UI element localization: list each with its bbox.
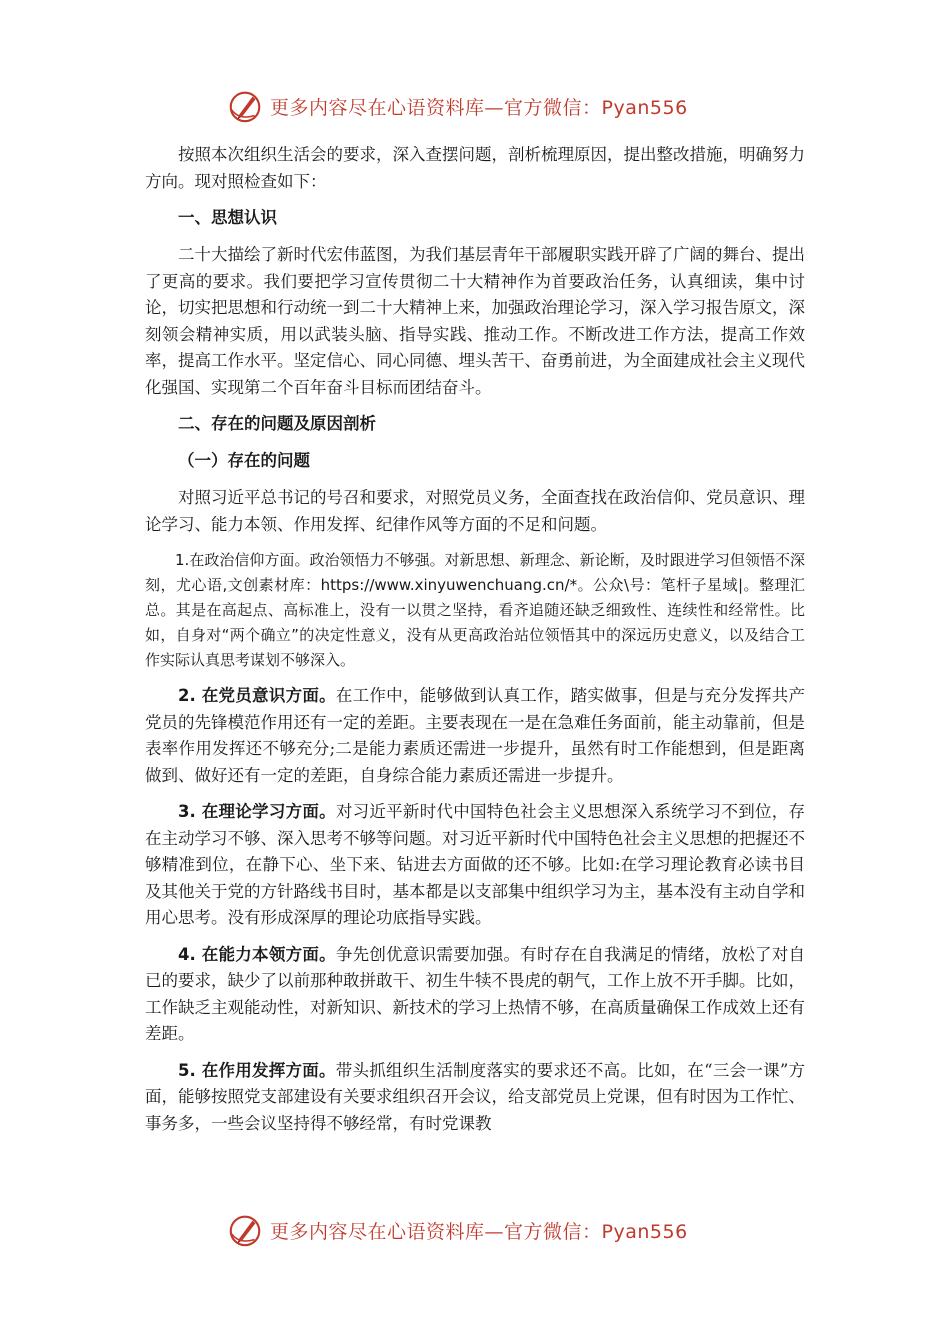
item-body: 争先创优意识需要加强。有时存在自我满足的情绪，放松了对自已的要求，缺少了以前那种敢拼敢干、初生牛犊不畏虎的朝气，工作上放不开手脚。比如，工作缺乏主观能动性，对新知识、新技术的学习上热情不够，在高质量确保工作成效上还有差距。 <box>145 944 806 1043</box>
item-lead: 5. 在作用发挥方面。 <box>178 1060 336 1080</box>
footer-banner <box>0 1210 950 1250</box>
banner-text: 更多内容尽在心语资料库—官方微信：Pyan556 <box>270 1220 688 1243</box>
item-body: 对习近平新时代中国特色社会主义思想深入系统学习不到位，存在主动学习不够、深入思考不够等问题。对习近平新时代中国特色社会主义思想的把握还不够精准到位，在静下心、坐下来、钻进去方面做的还不够。比如:在学习理论教育必读书目及其他关于党的方针路线书目时，基本都是以支部集中组织学习为主，基本没有主动自学和用心思考。没有形成深厚的理论功底指导实践。 <box>145 802 806 927</box>
list-item <box>145 942 805 1048</box>
banner-text: 更多内容尽在心语资料库—官方微信：Pyan556 <box>270 96 688 119</box>
wechat-handle: Pyan556 <box>601 96 688 119</box>
intro-paragraph: 按照本次组织生活会的要求，深入查摆问题，剖析梳理原因，提出整改措施，明确努力方向。现对照检查如下： <box>145 145 805 191</box>
body-paragraph: 对照习近平总书记的号召和要求，对照党员义务，全面查找在政治信仰、党员意识、理论学习、能力本领、作用发挥、纪律作风等方面的不足和问题。 <box>145 488 805 534</box>
item-lead: 4. 在能力本领方面。 <box>178 944 336 964</box>
item-lead: 3. 在理论学习方面。 <box>178 802 336 821</box>
item-lead: 2. 在党员意识方面。 <box>178 686 336 705</box>
list-item <box>145 1058 805 1138</box>
list-item <box>145 799 805 932</box>
item-body: 在工作中，能够做到认真工作，踏实做事，但是与充分发挥共产党员的先锋模范作用还有一定的差距。主要表现在一是在急难任务面前，能主动靠前，但是表率作用发挥还不够充分;二是能力素质还需进一步提升，虽然有时工作能想到，但是距离做到、做好还有一定的差距，自身综合能力素质还需进一步提升。 <box>145 686 806 785</box>
list-item <box>145 683 805 789</box>
header-banner <box>0 86 950 126</box>
body-paragraph: 二十大描绘了新时代宏伟蓝图，为我们基层青年干部履职实践开辟了广阔的舞台、提出了更高的要求。我们要把学习宣传贯彻二十大精神作为首要政治任务，认真细读，集中讨论，切实把思想和行动统一到二十大精神上来，加强政治理论学习，深入学习报告原文，深刻领会精神实质，用以武装头脑、指导实践、推动工作。不断改进工作方法，提高工作效率，提高工作水平。坚定信心、同心同德、埋头苦干、奋勇前进，为全面建成社会主义现代化强国、实现第二个百年奋斗目标而团结奋斗。 <box>145 245 805 397</box>
document-body <box>145 142 805 1147</box>
pen-logo-icon <box>226 1211 264 1249</box>
section-heading: 一、思想认识 <box>178 208 277 227</box>
pen-logo-icon <box>226 87 264 125</box>
item-body: 带头抓组织生活制度落实的要求还不高。比如，在“三会一课”方面，能够按照党支部建设有关要求组织召开会议，给支部党员上党课，但有时因为工作忙、事务多，一些会议坚持得不够经常，有时党课教 <box>145 1060 805 1133</box>
list-item: 1.在政治信仰方面。政治领悟力不够强。对新思想、新理念、新论断，及时跟进学习但领悟不深刻，尤心语,文创素材库：https://www.xinyuwenchuang.cn/*。公众\号：笔杆子星域|。整理汇总。其是在高起点、高标准上，没有一以贯之坚持，看齐追随还缺乏细致性、连续性和经常性。比如，自身对“两个确立”的决定性意义，没有从更高政治站位领悟其中的深远历史意义，以及结合工作实际认真思考谋划不够深入。 <box>145 551 805 669</box>
subsection-heading: （一）存在的问题 <box>178 451 310 470</box>
wechat-handle: Pyan556 <box>601 1220 688 1243</box>
section-heading: 二、存在的问题及原因剖析 <box>178 414 376 433</box>
